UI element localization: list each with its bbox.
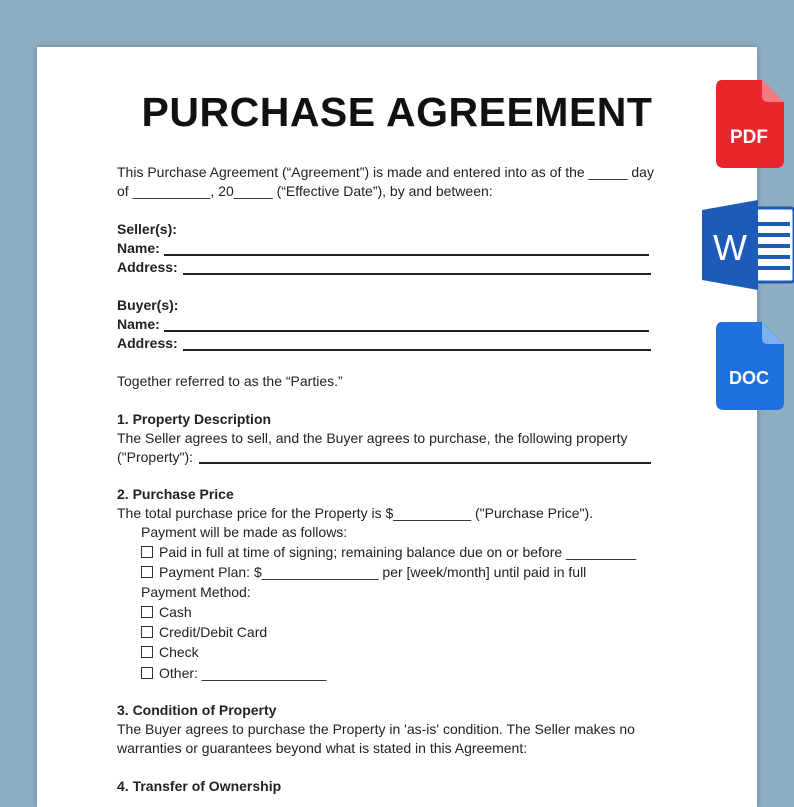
checkbox[interactable]: [141, 546, 153, 558]
payment-label: Payment will be made as follows:: [141, 524, 348, 540]
method-cash[interactable]: Cash: [141, 604, 192, 621]
svg-text:W: W: [713, 227, 747, 268]
checkbox[interactable]: [141, 626, 153, 638]
intro-line-1: This Purchase Agreement (“Agreement”) is made and entered into as of the _____ day: [117, 164, 654, 180]
seller-heading: Seller(s):: [117, 221, 177, 237]
method-check[interactable]: Check: [141, 644, 199, 661]
payment-option-plan[interactable]: Payment Plan: $_______________ per [week/month] until paid in full: [141, 564, 586, 581]
svg-text:PDF: PDF: [730, 127, 768, 148]
buyer-address-label: Address:: [117, 335, 178, 351]
section1-line-1: The Seller agrees to sell, and the Buyer agrees to purchase, the following property: [117, 430, 628, 446]
section4-heading: 4. Transfer of Ownership: [117, 778, 282, 794]
seller-address-label: Address:: [117, 259, 178, 275]
checkbox[interactable]: [141, 566, 153, 578]
buyer-address-line[interactable]: [183, 349, 651, 351]
parties-text: Together referred to as the “Parties.”: [117, 373, 343, 389]
intro-line-2: of __________, 20_____ (“Effective Date”), by and between:: [117, 183, 493, 199]
checkbox[interactable]: [141, 606, 153, 618]
checkbox[interactable]: [141, 646, 153, 658]
section3-line-1: The Buyer agrees to purchase the Property in 'as-is' condition. The Seller makes no: [117, 721, 635, 737]
section1-line-2: ("Property"):: [117, 449, 194, 465]
checkbox[interactable]: [141, 667, 153, 679]
seller-name-line[interactable]: [164, 254, 649, 256]
section2-heading: 2. Purchase Price: [117, 486, 234, 502]
buyer-name-line[interactable]: [164, 330, 649, 332]
page-title: PURCHASE AGREEMENT: [141, 89, 653, 135]
method-card[interactable]: Credit/Debit Card: [141, 624, 267, 641]
payment-option-full[interactable]: Paid in full at time of signing; remaining balance due on or before _________: [141, 544, 636, 561]
section1-heading: 1. Property Description: [117, 411, 272, 427]
section3-heading: 3. Condition of Property: [117, 702, 277, 718]
property-line[interactable]: [199, 462, 651, 464]
method-label: Payment Method:: [141, 584, 251, 600]
section3-line-2: warranties or guarantees beyond what is stated in this Agreement:: [117, 740, 528, 756]
method-other[interactable]: Other: ________________: [141, 665, 326, 682]
svg-text:DOC: DOC: [729, 368, 769, 388]
seller-name-label: Name:: [117, 240, 160, 256]
buyer-name-label: Name:: [117, 316, 160, 332]
section2-line-1: The total purchase price for the Property is $__________ ("Purchase Price").: [117, 505, 594, 521]
pdf-file-icon[interactable]: [716, 80, 784, 168]
seller-address-line[interactable]: [183, 273, 651, 275]
buyer-heading: Buyer(s):: [117, 297, 179, 313]
word-file-icon[interactable]: [702, 200, 794, 290]
document-page: [37, 47, 757, 807]
doc-file-icon[interactable]: [716, 322, 784, 410]
